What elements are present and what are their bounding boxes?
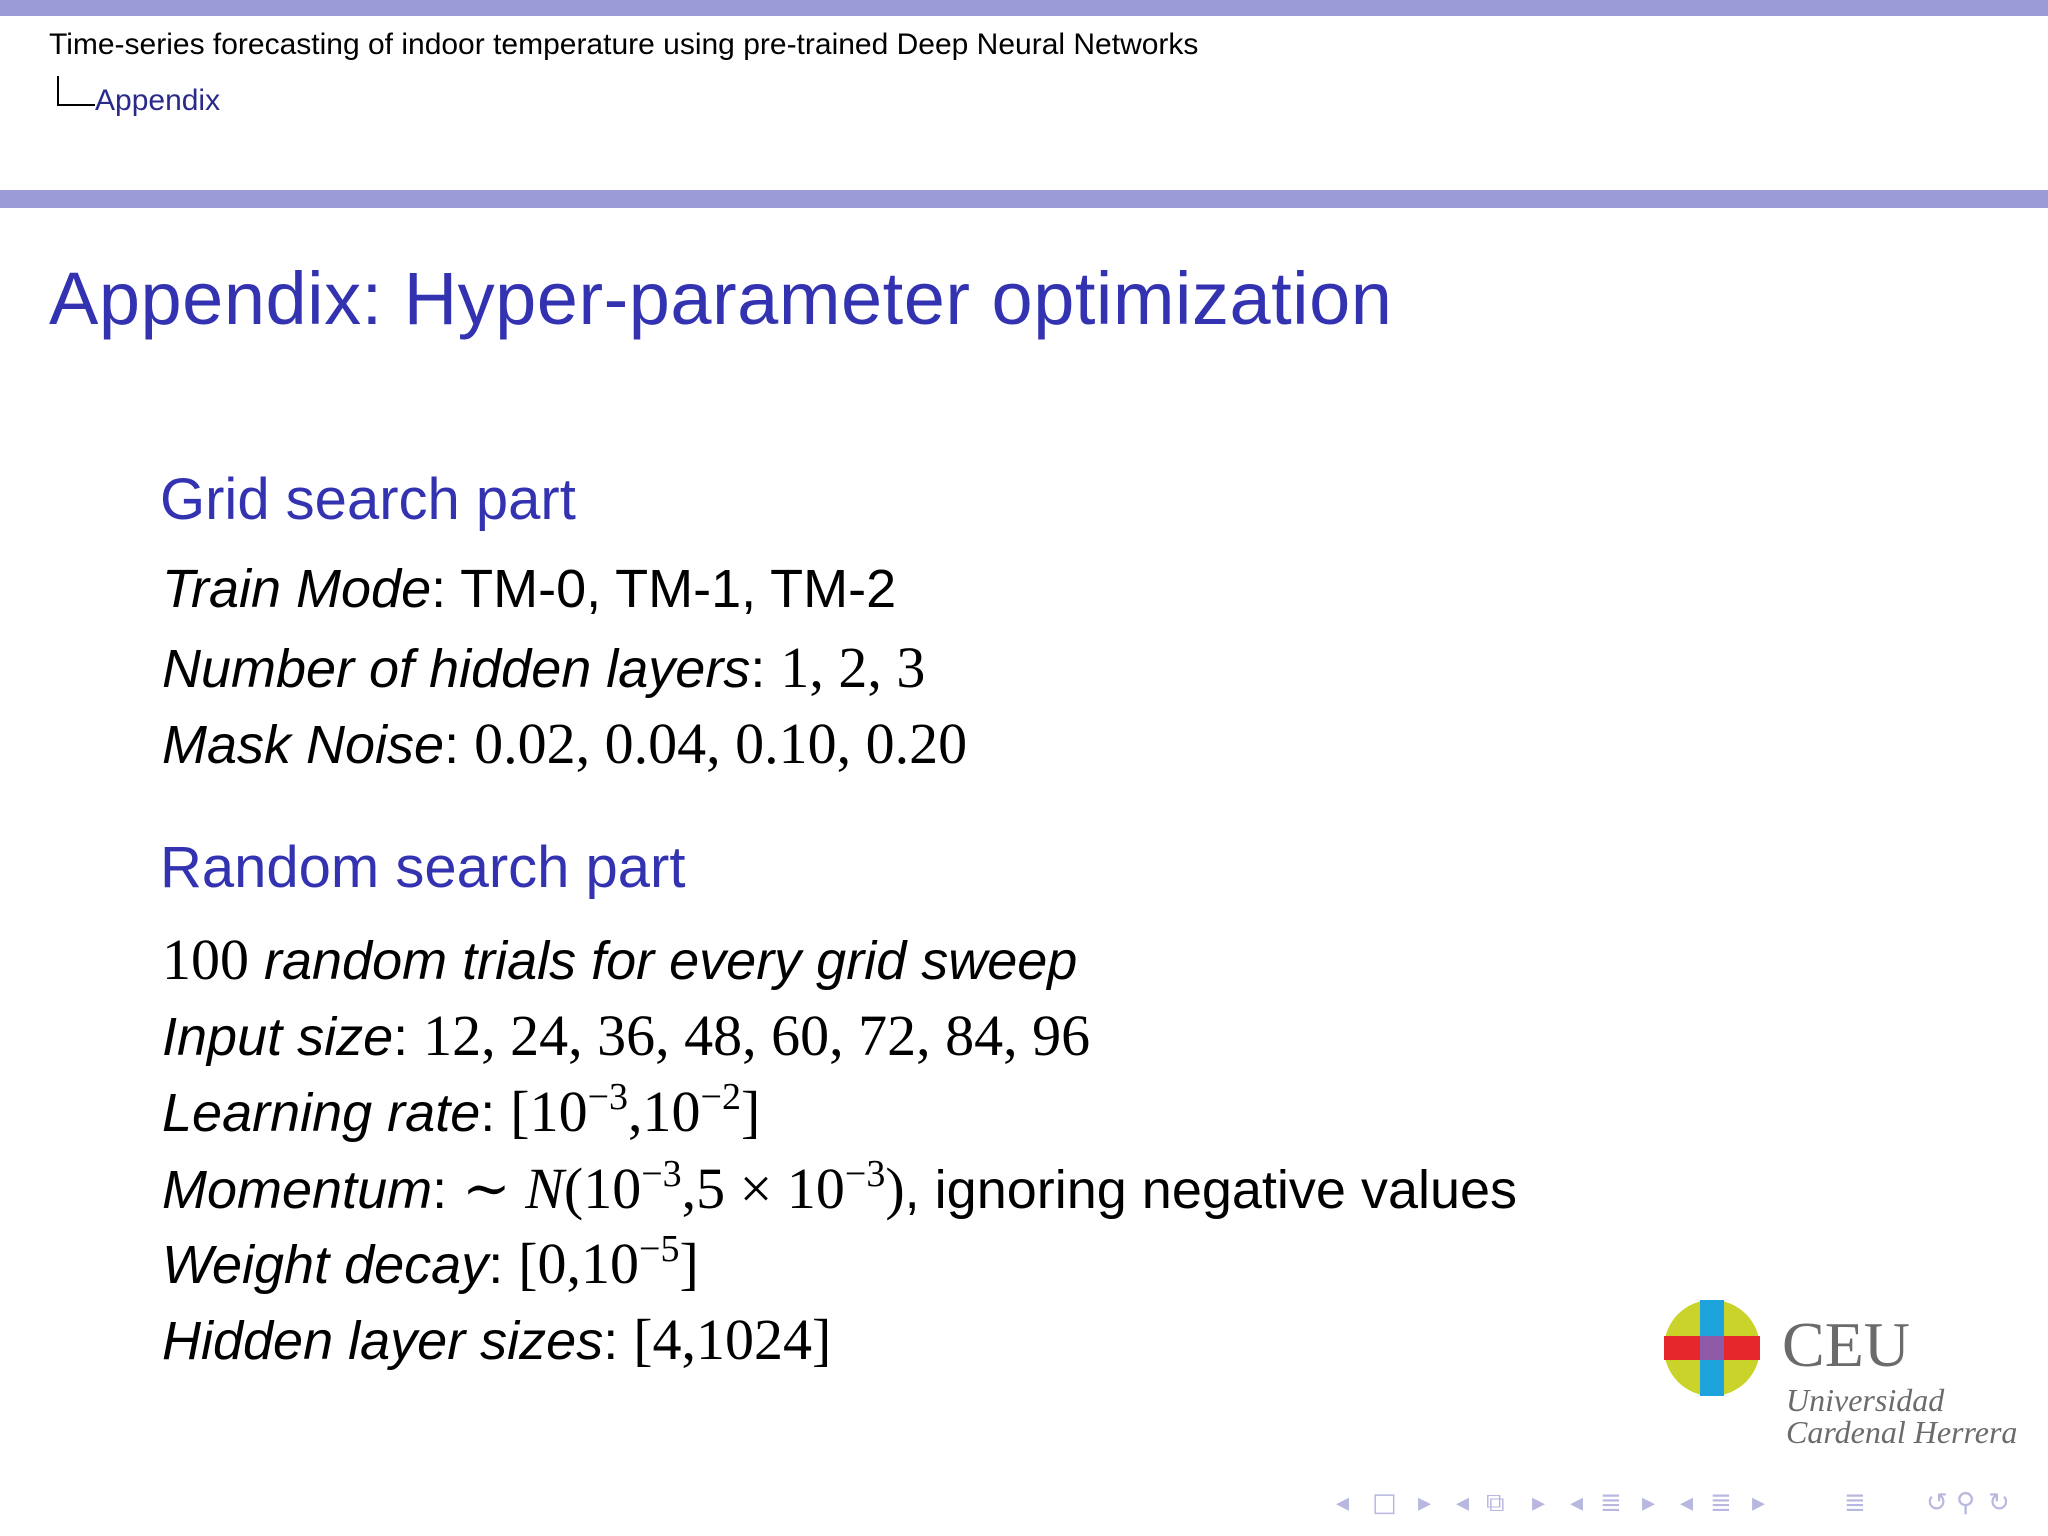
section-prev-icon[interactable]: ◂ [1570, 1488, 1584, 1518]
back-icon[interactable]: ↺ [1926, 1488, 1948, 1518]
mask-noise-line [162, 710, 967, 777]
weight-decay-line [162, 1230, 699, 1297]
section-next-icon[interactable]: ▸ [1642, 1488, 1656, 1518]
learning-rate-open: [10 [510, 1079, 588, 1144]
weight-decay-close: ] [679, 1231, 699, 1296]
hidden-sizes-value: [4,1024] [633, 1307, 832, 1372]
logo-center [1700, 1336, 1724, 1360]
mask-noise-value: 0.02, 0.04, 0.10, 0.20 [474, 711, 968, 776]
grid-search-title: Grid search part [160, 467, 576, 532]
header-divider-bar [0, 190, 2048, 208]
doc-icon[interactable]: ≣ [1710, 1488, 1732, 1518]
hidden-sizes-line [162, 1306, 831, 1373]
frame-icon[interactable]: □ [1372, 1488, 1397, 1518]
tree-corner-glyph [57, 76, 95, 106]
doc-next-icon[interactable]: ▸ [1752, 1488, 1766, 1518]
trials-number: 100 [162, 927, 249, 992]
logo-line2: Cardenal Herrera [1786, 1414, 2018, 1450]
momentum-key: Momentum [162, 1160, 433, 1220]
weight-decay-exp1: −5 [639, 1228, 680, 1270]
input-size-line [162, 1002, 1090, 1069]
logo-ceu-text: CEU [1782, 1309, 1910, 1380]
subsection-icon[interactable]: ⧉ [1486, 1488, 1505, 1518]
momentum-open: (10 [563, 1156, 642, 1221]
input-size-value: 12, 24, 36, 48, 60, 72, 84, 96 [423, 1003, 1091, 1068]
weight-decay-key: Weight decay [162, 1235, 489, 1295]
subsection-prev-icon[interactable]: ◂ [1456, 1488, 1470, 1518]
nav-left-arrow-icon[interactable]: ◂ [1336, 1488, 1350, 1518]
momentum-exp2: −3 [844, 1153, 886, 1195]
momentum-mid: ,5 × 10 [681, 1156, 845, 1221]
learning-rate-exp2: −2 [700, 1076, 741, 1118]
nav-right-arrow-icon[interactable]: ▸ [1418, 1488, 1432, 1518]
input-size-key: Input size [162, 1007, 394, 1067]
train-mode-sep: : [431, 559, 461, 619]
mask-noise-key: Mask Noise [162, 715, 445, 775]
input-size-sep: : [393, 1007, 424, 1067]
hidden-layers-value: 1, 2, 3 [780, 635, 926, 700]
learning-rate-close: ] [740, 1079, 761, 1144]
momentum-line [162, 1154, 1517, 1222]
beamer-navigation [1336, 1488, 2036, 1524]
hidden-layers-line [162, 634, 925, 701]
momentum-suffix: , ignoring negative values [904, 1160, 1518, 1220]
logo-line1: Universidad [1786, 1382, 1945, 1418]
weight-decay-sep: : [488, 1235, 519, 1295]
train-mode-line [162, 558, 896, 620]
forward-icon[interactable]: ↻ [1988, 1488, 2010, 1518]
learning-rate-exp1: −3 [587, 1076, 629, 1118]
top-header-bar [0, 0, 2048, 16]
mask-noise-sep: : [444, 715, 475, 775]
hidden-layers-sep: : [750, 639, 781, 699]
align-icon[interactable]: ≣ [1844, 1488, 1866, 1518]
presentation-title: Time-series forecasting of indoor temperature using pre-trained Deep Neural Networks [49, 28, 1199, 61]
learning-rate-key: Learning rate [162, 1083, 481, 1143]
doc-prev-icon[interactable]: ◂ [1680, 1488, 1694, 1518]
train-mode-value: TM-0, TM-1, TM-2 [460, 559, 897, 619]
trials-line [162, 926, 1077, 993]
momentum-tilde: ∼ [462, 1156, 526, 1221]
trials-text: random trials for every grid sweep [249, 931, 1078, 991]
subsection-next-icon[interactable]: ▸ [1532, 1488, 1546, 1518]
hidden-sizes-sep: : [603, 1311, 634, 1371]
frame-title: Appendix: Hyper-parameter optimization [49, 257, 1393, 340]
random-search-title: Random search part [160, 835, 686, 900]
momentum-close: ) [885, 1156, 905, 1221]
section-label[interactable]: Appendix [95, 84, 221, 117]
momentum-exp1: −3 [641, 1153, 682, 1195]
ceu-logo-icon [1662, 1298, 1762, 1398]
train-mode-key: Train Mode [162, 559, 432, 619]
search-icon[interactable]: ⚲ [1956, 1488, 1976, 1518]
learning-rate-line [162, 1078, 760, 1145]
hidden-layers-key: Number of hidden layers [162, 639, 751, 699]
section-icon[interactable]: ≣ [1600, 1488, 1622, 1518]
momentum-sep: : [432, 1160, 463, 1220]
momentum-dist: N [525, 1156, 564, 1221]
learning-rate-sep: : [480, 1083, 511, 1143]
weight-decay-open: [0,10 [518, 1231, 640, 1296]
learning-rate-mid: ,10 [628, 1079, 701, 1144]
hidden-sizes-key: Hidden layer sizes [162, 1311, 604, 1371]
